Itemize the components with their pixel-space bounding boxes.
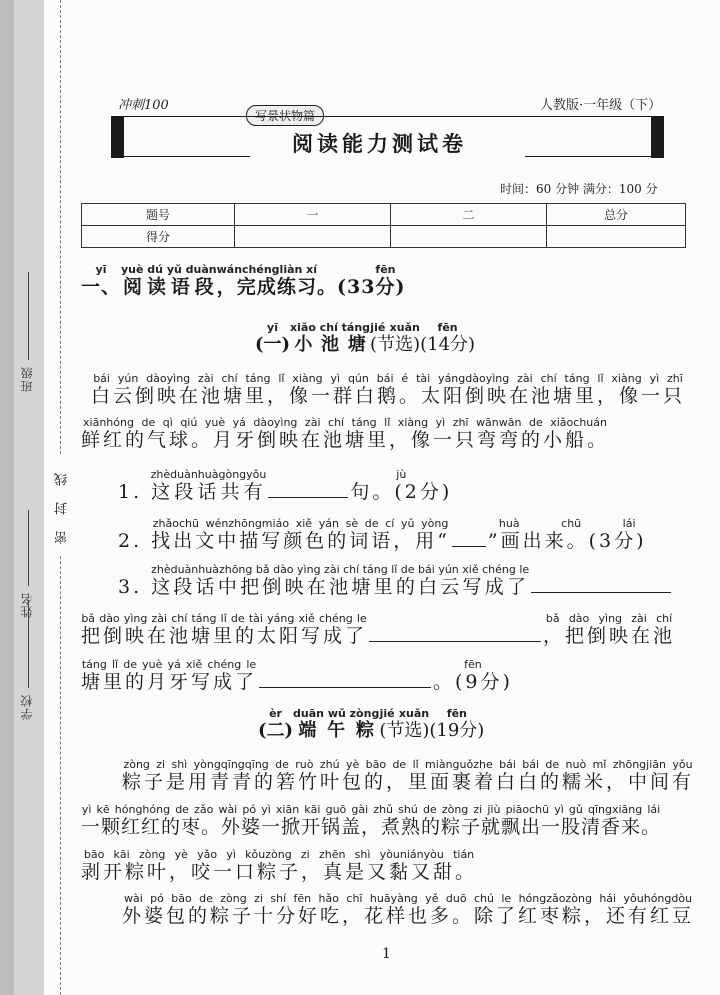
pinyin: xiǎo chí táng: [290, 321, 371, 334]
pinyin: yì kē hónghóng de zǎo wài pó yì xiān kāi guō gài zhǔ shú de zòng zi jiù piāochū yì gǔ qīngxiāng lái: [81, 803, 662, 816]
passage-num: (一): [255, 334, 291, 355]
score-table-cell: 总分: [547, 204, 686, 226]
pinyin: jié xuǎn: [370, 321, 421, 334]
pinyin: yuè dú yǔ duàn: [121, 263, 217, 276]
pinyin: duān wǔ zòng: [293, 707, 380, 720]
pinyin: bái yún dàoyìng zài chí táng lǐ xiàng yì qún bái é tài yángdàoyìng zài chí táng lǐ xiàng yì zhī: [91, 372, 686, 385]
section-text: ): [395, 276, 406, 298]
question-2: [118, 518, 647, 553]
pinyin: fēn: [429, 707, 485, 720]
score-table-header-row: [82, 204, 686, 226]
passage-text: 剥开粽叶，咬一口粽子，真是又黏又甜。: [81, 861, 478, 883]
pinyin: wánchéngliàn xí: [216, 263, 318, 276]
passage-title: 端午粽: [293, 720, 380, 741]
answer-blank[interactable]: [259, 686, 431, 688]
section-text: 。(33: [317, 276, 376, 298]
passage-note: (节选): [370, 334, 421, 355]
passage-text: 一颗红红的枣。外婆一掀开锅盖，煮熟的粽子就飘出一股清香来。: [81, 816, 662, 838]
name-label: 姓名: [20, 592, 34, 618]
pinyin: èr: [258, 707, 294, 720]
score-table-cell: 一: [235, 204, 391, 226]
class-label: 班级: [20, 366, 34, 392]
passage-2-line: [81, 804, 661, 839]
time-score-info: 时间：60 分钟 满分：100 分: [500, 182, 658, 196]
pinyin: jù: [350, 468, 453, 481]
section-text: ，完成练习: [216, 276, 318, 298]
header-rule-left: [124, 156, 250, 157]
question-text: 句。(2分): [350, 481, 453, 503]
brand-logo: 冲刺100: [118, 98, 169, 113]
school-label: 学校: [20, 694, 34, 720]
header-rule-right: [525, 156, 651, 157]
pinyin: bāo kāi zòng yè yǎo yì kǒuzòng zi zhēn shì yòuniányòu tián: [81, 848, 478, 861]
answer-blank[interactable]: [369, 640, 541, 642]
question-number: 1.: [118, 481, 143, 503]
question-text: 。(9分): [433, 671, 513, 693]
pinyin: jié xuǎn: [379, 707, 430, 720]
question-text: ，把倒映在池: [543, 625, 676, 647]
question-number: 2.: [118, 530, 143, 552]
header-bar-right: [651, 116, 664, 158]
pinyin: huà chū lái: [487, 517, 647, 530]
passage-num: (二): [258, 720, 294, 741]
score-input-cell[interactable]: [547, 226, 686, 248]
page-title: 阅读能力测试卷: [292, 131, 467, 156]
passage-1-line: [81, 417, 609, 452]
pinyin: táng lǐ de yuè yá xiě chéng le: [81, 658, 258, 671]
question-number: 3.: [118, 576, 143, 598]
score-table-score-row: [82, 226, 686, 248]
score-table-cell: 题号: [82, 204, 235, 226]
answer-blank[interactable]: [268, 496, 348, 498]
question-3-line-2: [81, 613, 675, 648]
pinyin: bǎ dào yìng zài chí: [543, 612, 676, 625]
header-bar-left: [111, 116, 124, 158]
school-field[interactable]: [28, 600, 29, 688]
category-tag: 写景状物篇: [246, 105, 324, 126]
score-row-label: 得分: [82, 226, 235, 248]
pinyin: fēn: [420, 321, 476, 334]
passage-1-line: [91, 373, 685, 408]
passage-score: (14分): [420, 334, 476, 355]
question-1: [118, 469, 452, 504]
passage-2-line: [81, 849, 477, 884]
pinyin: zhèduànhuàzhōng bǎ dào yìng zài chí táng lǐ de bái yún xiě chéng le: [151, 563, 530, 576]
passage-text: 鲜红的气球。月牙倒映在池塘里，像一只弯弯的小船。: [81, 429, 610, 451]
header-rule-top: [124, 116, 651, 117]
pinyin: yī: [81, 263, 122, 276]
pinyin: zhǎochū wénzhōngmiáo xiě yán sè de cí yǔ yòng: [151, 517, 450, 530]
page-number: 1: [382, 946, 391, 962]
question-text: ”画出来。(3分): [487, 530, 647, 552]
question-3: [118, 564, 673, 599]
question-text: 这段话中把倒映在池塘里的白云写成了: [151, 576, 530, 598]
passage-text: 外婆包的粽子十分好吃，花样也多。除了红枣粽，还有红豆: [122, 905, 695, 927]
score-input-cell[interactable]: [391, 226, 547, 248]
question-text: 塘里的月牙写成了: [81, 671, 258, 693]
section-text: 分: [375, 276, 396, 298]
score-table-cell: 二: [391, 204, 547, 226]
pinyin: fēn: [433, 658, 513, 671]
score-input-cell[interactable]: [235, 226, 391, 248]
passage-2-heading: [258, 708, 484, 742]
question-text: 这段话共有: [150, 481, 267, 503]
passage-note: (节选): [379, 720, 430, 741]
score-table: [81, 203, 686, 248]
seal-text: 密 封 线: [53, 455, 69, 555]
pinyin: fēn: [375, 263, 396, 276]
class-field[interactable]: [28, 272, 29, 360]
passage-text: 白云倒映在池塘里，像一群白鹅。太阳倒映在池塘里，像一只: [91, 385, 686, 407]
question-3-line-3: [81, 659, 513, 694]
passage-2-line: [122, 893, 694, 928]
answer-blank[interactable]: [531, 591, 671, 593]
section-text: 阅读语段: [121, 276, 217, 298]
passage-title: 小池塘: [290, 334, 371, 355]
section-num: 一、: [81, 276, 122, 298]
answer-blank[interactable]: [452, 545, 486, 547]
edition-label: 人教版·一年级（下）: [540, 98, 662, 113]
section-1-heading: [81, 264, 406, 299]
question-text: 把倒映在池塘里的太阳写成了: [81, 625, 368, 647]
binding-strip-edge: [0, 0, 14, 995]
pinyin: zhèduànhuàgòngyǒu: [150, 468, 267, 481]
pinyin: zòng zi shì yòngqīngqīng de ruò zhú yè bāo de lǐ miànguǒzhe bái bái de nuò mǐ zhōngjiān yǒu: [122, 758, 695, 771]
passage-1-heading: [255, 322, 475, 356]
pinyin: yī: [255, 321, 291, 334]
question-text: 找出文中描写颜色的词语，用“: [151, 530, 450, 552]
pinyin: wài pó bāo de zòng zi shí fēn hǎo chī huāyàng yě duō chú le hóngzǎozòng hái yǒuhóngdòu: [122, 892, 695, 905]
name-field[interactable]: [28, 510, 29, 586]
pinyin: bǎ dào yìng zài chí táng lǐ de tài yáng xiě chéng le: [81, 612, 368, 625]
passage-2-line: [122, 759, 694, 794]
passage-text: 粽子是用青青的箬竹叶包的，里面裹着白白的糯米，中间有: [122, 771, 695, 793]
passage-score: (19分): [429, 720, 485, 741]
pinyin: xiānhóng de qì qiú yuè yá dàoyìng zài chí táng lǐ xiàng yì zhī wānwān de xiǎochuán: [81, 416, 610, 429]
